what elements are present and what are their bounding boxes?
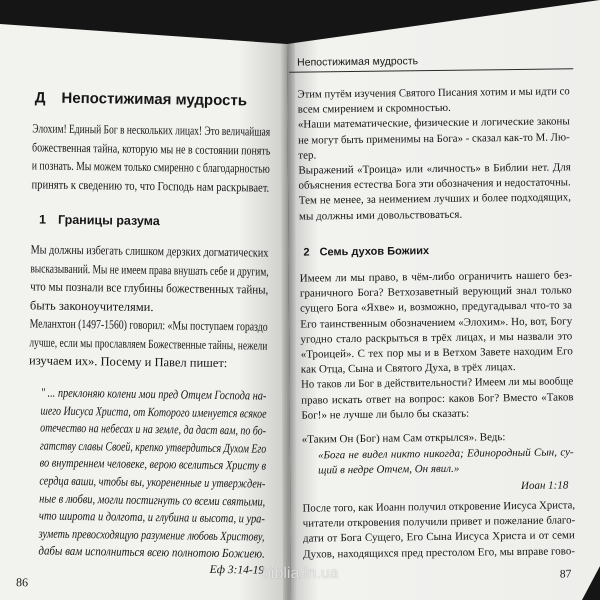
text-line: Духов, находящихся пред престолом Его, мы вправе гово- [303,544,576,561]
text-line: Его таинственным обозначением «Элохим». Но, вот, Богу [300,314,573,331]
closing-paragraph [302,498,575,562]
text-line: не могут быть применимы на Бога» - сказал как-то М. Лю- [297,130,570,147]
text-line: принять к сведению то, что Господь нам раскрывает. [31,176,270,195]
text-line: как Отца, Сына и Святого Духа, в трёх лицах. [300,361,516,376]
page-number: 87 [559,568,572,581]
intro-paragraph [297,84,571,224]
quote-line: дабы вам исполниться всею полнотою Божиею. [38,543,265,561]
section-title: Границы разума [57,212,160,229]
text-line: «Таким Он (Бог) нам Сам открылся». Ведь: [301,431,506,446]
quote-line: «Бога не видел никто никогда; Единородный Сын, су- [317,446,574,462]
text-line: угодно стало раскрыться в трёх лицах, и мы назвали это [300,330,573,346]
quote-line: во внутреннем человеке, верою вселиться Христу в [39,455,267,474]
page-number: 86 [15,575,29,590]
text-line: объяснения естества Бога эти обозначения и недостаточны. [298,176,571,192]
text-line: всем смирением и скромностью. [297,102,451,116]
quote-line: щий в недре Отчем, Он явил.» [318,462,460,477]
text-line: дати от Бога Сущего, Его Сына Иисуса Христа и от семи [302,529,575,546]
quote-line: гатству славы Своей, крепко утвердиться Духом Его [39,438,267,456]
text-line: божественная тайна, которую мы не в состоянии понять [32,139,271,158]
scripture-quote [38,384,266,563]
text-line: «Троицей». С тех пор мы и в Ветхом Завете находим Его [300,345,573,361]
quote-reference: Иоан 1:18 [520,479,569,492]
text-line: Меланхтон (1497-1560) говорил: «Мы поступаем гораздо [29,316,268,334]
text-line: сущего Бога «Яхве» и, возможно, предугадывал что-то за [300,299,573,316]
text-line: что мы познали все глубины божественных тайны, [30,279,269,297]
section-heading [303,244,429,261]
text-line: Тем не менее, за неимением лучших и более подходящих, [298,191,572,208]
text-line: граничного Бога? Ветхозаветный верующий знал только [299,284,572,300]
section-title: Семь духов Божиих [319,245,430,259]
text-line: быть законоучителями. [29,297,154,314]
text-line: Мы должны избегать слишком дерзких догматических [30,242,269,260]
body-text [29,240,269,373]
text-line: изучаем их». Посему и Павел пишет: [29,353,228,371]
text-line: высказываний. Мы не имеем права внушать себе и другим, [30,260,269,279]
quote-line: шего Иисуса Христа, от Которого именуется всякое [40,403,267,421]
section-heading [39,210,160,230]
text-line: и познать. Мы можем только смиренно с благодарностью [31,158,270,176]
left-page [15,0,272,598]
quote-line: отечество на небесах и на земле, да даст вам, по бо- [40,420,267,438]
text-line: читатели откровения получили привет и пожелание благо- [302,514,576,530]
text-line: право искать ответ на вопрос: каков Бог? Вместо «Таков [301,390,574,407]
chapter-heading [35,88,248,111]
text-line: Имеем ли мы право, в чём-либо ограничить нашего без- [299,269,573,285]
right-page [296,0,575,598]
text-line: лучше, если мы прославляем Божественные тайны, нежели [29,334,268,353]
quote-reference: Еф 3:14-19 [209,563,265,577]
quote-line: ные в любви, могли постигнуть со всеми святыми, [39,491,266,509]
section-number: 2 [303,246,310,259]
body-text [300,268,574,423]
text-line: «Наши математические, физические и логические законы [297,115,570,132]
text-line: мы должны ими довольствоваться. [298,208,463,223]
text-line: тер. [298,149,317,162]
quote-line: зуметь превосходящую разумение любовь Христову, [38,526,265,544]
text-line: После того, как Иоанн получил откровение Иисуса Христа, [302,499,576,515]
intro-paragraph [31,119,270,196]
text-line: Выражений «Троица» или «личность» в Библии нет. Для [298,161,571,177]
quote-line: " ... преклоняю колени мои пред Отцем Господа на- [40,385,267,403]
chapter-title: Непостижимая мудрость [61,89,248,110]
text-line: Элохим! Единый Бог в нескольких лицах! Это величайшая [32,121,271,139]
quote-line: что широта и долгота, и глубина и высота, и ура- [38,508,265,526]
text-line: Но таков ли Бог в действительности? Имеем ли мы вообще [300,375,574,392]
quote-line: сердца ваши, чтобы вы, укорененные и утвержден- [39,473,266,491]
section-number: 1 [38,212,47,227]
site-watermark: biblia.in.ua [262,565,339,582]
text-line: Бог!» не лучше ли было бы сказать: [301,407,470,422]
scripture-quote [318,445,574,479]
text-line: Этим путём изучения Святого Писания хотим и мы идти со [297,85,570,101]
chapter-letter: Д [34,89,46,107]
running-header: Непостижимая мудрость [297,55,419,69]
